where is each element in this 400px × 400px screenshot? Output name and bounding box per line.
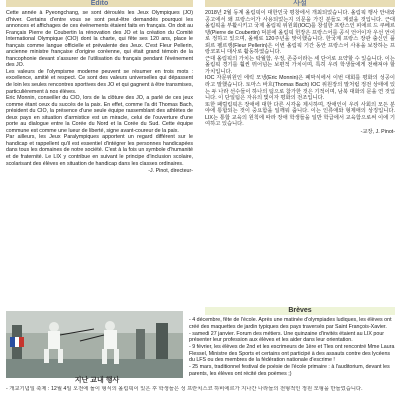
edito-paragraph: Les valeurs de l'olympisme moderne peuvent se résumer en trois mots : excellence, amitié et respect. Ce sont des valeurs universelles qui dépassent de loin les seules rencontres sportives des JO et qui gagnent à être transmises, particulièrement à nos élèves.	[6, 68, 193, 95]
events-heading: 지난 교내 행사	[74, 377, 120, 384]
list-item: - 9 février, les élèves de 2nd et les escrimeurs de 1ère et Tles ont rencontré Mme Laura Flessel, Ministre des Sports et certains ont participé à des assauts contre des lycéens du LFS ou des membres de la fédération nationale d'escrime !	[189, 344, 395, 363]
edito-paragraph: Par ailleurs, les Jeux Paralympiques apportent un regard différent sur le handicap et rappellent qu'il est essentiel d'intégrer les personnes handicapées dans tous les domaines de notre société. C'est à la fois un symbole d'humanité et de fraternité. Le LIX y contribue en suivant le principe d'inclusion scolaire, scolarisant des élèves en situation de handicap dans les classes ordinaires.	[6, 134, 193, 167]
edito-signature: -J. Pinot, directeur-	[148, 168, 193, 175]
list-item: - 4 décembre, fête de l'école. Après une matinée d'olympiades ludiques, les élèves ont créé des maquettes de jardin typiques des pays traversés par Saint François-Xavier.	[189, 317, 392, 330]
edito-korean-paragraph: IOC 자문위원인 에릭 모냉(Eric Monnin)은 폐막식에서 이번 대회를 평화의 성공이라고 말했습니다. 토마스 바흐(Thomas Bach) IOC 위원장의 말처럼 정전 상태에 있는 두 나라 선수들이 하나의 팀으로 참가한 것은 기적이며, 남북 대화의 문을 연 것입니다. 이 단일팀은 자유의 빛이자 평화의 전조입니다.	[205, 75, 395, 102]
fencing-photo	[6, 311, 183, 378]
list-item: - 25 mars, traditionnel festival de poésie de l'école primaire : à l'auditorium, devant les parents, les élèves ont récité des poèmes ;)	[189, 364, 390, 377]
events-item: - 개교기념일 축제 : 12월 4일 오전에 놀이 형식의 올림픽이 있은 후 학생들은 성 프란치스코 하비에르가 지나간 나라들의 전형적인 정원 모형을 만들었습니다.	[6, 386, 363, 392]
edito-french-column	[6, 0, 193, 175]
list-item: - samedi 27 janvier. Forum des métiers. Une quinzaine d'invités étaient au LIX pour présenter leur profession aux élèves et les aider dans leur orientation.	[189, 330, 385, 343]
breves-list	[189, 317, 395, 378]
edito-korean-paragraph: 2018년 2월 동계 올림픽이 대한민국 평창에서 개최되었습니다. 올림픽 행사 안내와 공고에서 왜 프랑스어가 사용되었는지 의문을 가진 분들도 계셨을 것입니다. 근대 올림픽을 부활시키고 국제 올림픽 위원회(IOC)를 창설한 프랑스인 피에르 드 쿠베르탱(Pierre de Coubertin) 덕분에 올림픽 헌장은 프랑스어를 공식 언어이자 우선 언어로 정하고 있으며, 올해로 120주년을 맞이했습니다. 한국계 프랑스 장관 출신인 플뢰르 펠르랭(Fleur Pellerin)은 이번 올림픽 기간 동안 프랑스어 사용을 보장하는 프랑코포니 대사로 활동하였습니다.	[205, 10, 395, 56]
edito-korean-column	[205, 0, 395, 135]
breves-heading: Brèves	[205, 307, 395, 315]
edito-korean-signature: -교장, J. Pinot-	[360, 128, 395, 135]
edito-korean-paragraph: 근대 올림픽의 가치는 탁월함, 우정, 존중이라는 세 단어로 요약할 수 있습니다. 이는 올림픽 경기를 훨씬 뛰어넘는 보편적 가치이며, 특히 우리 학생들에게 전해져야 할 가치입니다.	[205, 55, 395, 75]
edito-korean-paragraph: 또한 패럴림픽은 장애에 대한 다른 시각을 제시하며, 장애인이 우리 사회의 모든 분야에 통합되는 것이 중요함을 일깨워 줍니다. 이는 인류애와 형제애의 상징입니다. LIX는 통합 교육의 원칙에 따라 장애 학생들을 일반 학급에서 교육함으로써 이에 기여하고 있습니다.	[205, 101, 395, 128]
edito-paragraph: Eric Monnin, conseiller du CIO, lors de la clôture des JO, a parlé de ces jeux comme étant ceux du succès de la paix. En effet, comme l'a dit Thomas Bach, président du CIO, la présence d'une seule équipe rassemblant des athlètes de deux pays en situation d'armistice est un miracle, celui de l'ouverture d'une porte au dialogue entre la Corée du Nord et la Corée du Sud. Cette équipe commune est comme une lueur de liberté, signe avant-coureur de la paix.	[6, 95, 193, 134]
edito-korean-heading: 사설	[205, 0, 395, 7]
edito-heading: Edito	[6, 0, 193, 7]
edito-paragraph: Cette année à Pyeongchang, se sont déroulés les Jeux Olympiques (JO) d'hiver. Certains d'entre vous se sont peut-être demandés pourquoi les annonces et affichages de ces événements étaient faits en français. On doit au Français Pierre de Coubertin la rénovation des JO et la création du Comité International Olympique (CIO) dont la charte, qui fête ses 120 ans, place le français comme langue officielle et prévalente des Jeux. C'est Fleur Pellerin, ancienne ministre française d'origine coréenne, qui était grand témoin de la francophonie devant s'assurer de l'utilisation du français pendant l'événement des JO.	[6, 10, 193, 69]
